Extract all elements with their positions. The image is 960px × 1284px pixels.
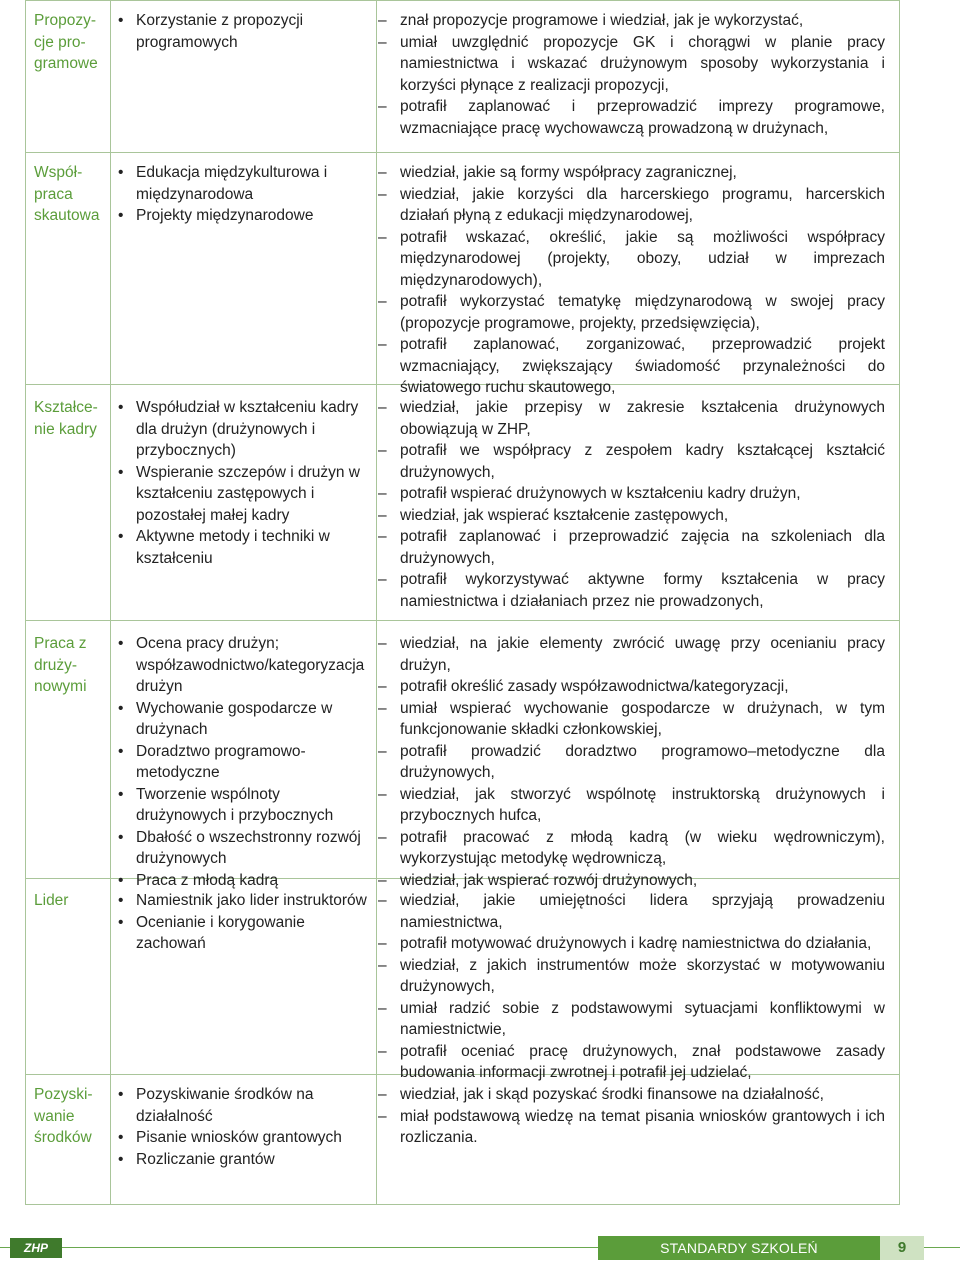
row-divider — [25, 620, 900, 621]
topic-item: • Rozliczanie grantów — [116, 1149, 368, 1171]
outcome-item: – potrafił wykorzystywać aktywne formy kształcenia w pracy namiestnictwa i działaniach przez nie prowadzonych, — [378, 569, 885, 612]
outcome-item: – potrafił zaplanować, zorganizować, przeprowadzić projekt wzmacniający, zwiększający świadomość przynależności do światowego ruchu skautowego, — [378, 334, 885, 399]
topic-item: • Wychowanie gospodarcze w drużynach — [116, 698, 368, 741]
topic-item: • Ocena pracy drużyn; współzawodnictwo/kategoryzacja drużyn — [116, 633, 368, 698]
zhp-logo: ZHP — [10, 1238, 62, 1258]
publication-title: STANDARDY SZKOLEŃ INSTRUKTORSKICH — [598, 1236, 880, 1260]
topics-list — [116, 397, 368, 569]
outcome-item: – wiedział, z jakich instrumentów może skorzystać w motywowaniu drużynowych, — [378, 955, 885, 998]
topic-item: • Aktywne metody i techniki w kształceniu — [116, 526, 368, 569]
outcome-item: – potrafił wykorzystać tematykę międzynarodową w swojej pracy (propozycje programowe, projekty, przedsięwzięcia), — [378, 291, 885, 334]
topic-item: • Projekty międzynarodowe — [116, 205, 368, 227]
outcome-item: – potrafił wskazać, określić, jakie są możliwości współpracy międzynarodowej (projekty, obozy, udział w imprezach międzynarodowych), — [378, 227, 885, 292]
table-border-left — [25, 0, 26, 1205]
outcome-item: – wiedział, jakie przepisy w zakresie kształcenia drużynowych obowiązują w ZHP, — [378, 397, 885, 440]
topic-item: • Ocenianie i korygowanie zachowań — [116, 912, 368, 955]
topic-item: • Pisanie wniosków grantowych — [116, 1127, 368, 1149]
outcome-item: – potrafił zaplanować i przeprowadzić imprezy programowe, wzmacniające pracę wychowawczą prowadzoną w drużynach, — [378, 96, 885, 139]
category-cell: Praca z druży-nowymi — [34, 635, 87, 695]
topic-item: • Dbałość o wszechstronny rozwój drużynowych — [116, 827, 368, 870]
outcome-item: – wiedział, jakie są formy współpracy zagranicznej, — [378, 162, 885, 184]
category-cell: Propozy-cje pro-gramowe — [34, 12, 98, 72]
outcome-item: – potrafił pracować z młodą kadrą (w wieku wędrowniczym), wykorzystując metodykę wędrowniczą, — [378, 827, 885, 870]
row-divider — [25, 0, 900, 1]
category-cell: Pozyski-wanie środków — [34, 1086, 93, 1146]
topic-item: • Korzystanie z propozycji programowych — [116, 10, 368, 53]
topic-item: • Wspieranie szczepów i drużyn w kształceniu zastępowych i pozostałej małej kadry — [116, 462, 368, 527]
outcome-item: – potrafił motywować drużynowych i kadrę namiestnictwa do działania, — [378, 933, 885, 955]
topics-list — [116, 633, 368, 891]
topic-item: • Edukacja międzykulturowa i międzynarodowa — [116, 162, 368, 205]
topics-list — [116, 162, 368, 227]
outcome-item: – potrafił wspierać drużynowych w kształceniu kadry drużyn, — [378, 483, 885, 505]
row-divider — [25, 1204, 900, 1205]
outcome-item: – umiał uwzględnić propozycje GK i chorągwi w planie pracy namiestnictwa i wskazać drużynowym sposoby wykorzystania i korzyści płynące z realizacji propozycji, — [378, 32, 885, 97]
outcome-item: – wiedział, jak wspierać rozwój drużynowych, — [378, 870, 885, 892]
outcomes-list — [378, 397, 885, 612]
topic-item: • Współudział w kształceniu kadry dla drużyn (drużynowych i przybocznych) — [116, 397, 368, 462]
column-divider-2 — [376, 0, 377, 1205]
outcome-item: – umiał wspierać wychowanie gospodarcze w drużynach, w tym funkcjonowanie składki członkowskiej, — [378, 698, 885, 741]
outcomes-list — [378, 1084, 885, 1149]
outcome-item: – potrafił zaplanować i przeprowadzić zajęcia na szkoleniach dla drużynowych, — [378, 526, 885, 569]
outcome-item: – wiedział, jak i skąd pozyskać środki finansowe na działalność, — [378, 1084, 885, 1106]
outcome-item: – znał propozycje programowe i wiedział, jak je wykorzystać, — [378, 10, 885, 32]
column-divider-1 — [110, 0, 111, 1205]
outcome-item: – miał podstawową wiedzę na temat pisania wniosków grantowych i ich rozliczania. — [378, 1106, 885, 1149]
page-number: 9 — [880, 1236, 924, 1260]
topics-list — [116, 890, 368, 955]
outcomes-list — [378, 162, 885, 399]
topics-list — [116, 10, 368, 53]
topic-item: • Doradztwo programowo-metodyczne — [116, 741, 368, 784]
outcome-item: – wiedział, jakie korzyści dla harcerskiego programu, harcerskich działań płyną z edukacji międzynarodowej, — [378, 184, 885, 227]
topic-item: • Praca z młodą kadrą — [116, 870, 368, 892]
outcome-item: – wiedział, jakie umiejętności lidera sprzyjają prowadzeniu namiestnictwa, — [378, 890, 885, 933]
topics-list — [116, 1084, 368, 1170]
row-divider — [25, 152, 900, 153]
outcome-item: – potrafił we współpracy z zespołem kadry kształcącej kształcić drużynowych, — [378, 440, 885, 483]
outcomes-list — [378, 890, 885, 1084]
topic-item: • Pozyskiwanie środków na działalność — [116, 1084, 368, 1127]
outcome-item: – umiał radzić sobie z podstawowymi sytuacjami konfliktowymi w namiestnictwie, — [378, 998, 885, 1041]
standards-table — [25, 0, 900, 1205]
category-cell: Kształce-nie kadry — [34, 399, 98, 438]
outcome-item: – potrafił oceniać pracę drużynowych, znał podstawowe zasady budowania informacji zwrotnej i potrafił jej udzielać, — [378, 1041, 885, 1084]
topic-item: • Tworzenie wspólnoty drużynowych i przybocznych — [116, 784, 368, 827]
outcome-item: – wiedział, jak wspierać kształcenie zastępowych, — [378, 505, 885, 527]
category-cell: Lider — [34, 892, 69, 909]
outcome-item: – wiedział, jak stworzyć wspólnotę instruktorską drużynowych i przybocznych hufca, — [378, 784, 885, 827]
outcome-item: – wiedział, na jakie elementy zwrócić uwagę przy ocenianiu pracy drużyn, — [378, 633, 885, 676]
table-border-right — [899, 0, 900, 1205]
outcomes-list — [378, 633, 885, 891]
outcome-item: – potrafił określić zasady współzawodnictwa/kategoryzacji, — [378, 676, 885, 698]
outcome-item: – potrafił prowadzić doradztwo programowo–metodyczne dla drużynowych, — [378, 741, 885, 784]
category-cell: Współ-praca skautowa — [34, 164, 100, 224]
topic-item: • Namiestnik jako lider instruktorów — [116, 890, 368, 912]
outcomes-list — [378, 10, 885, 139]
